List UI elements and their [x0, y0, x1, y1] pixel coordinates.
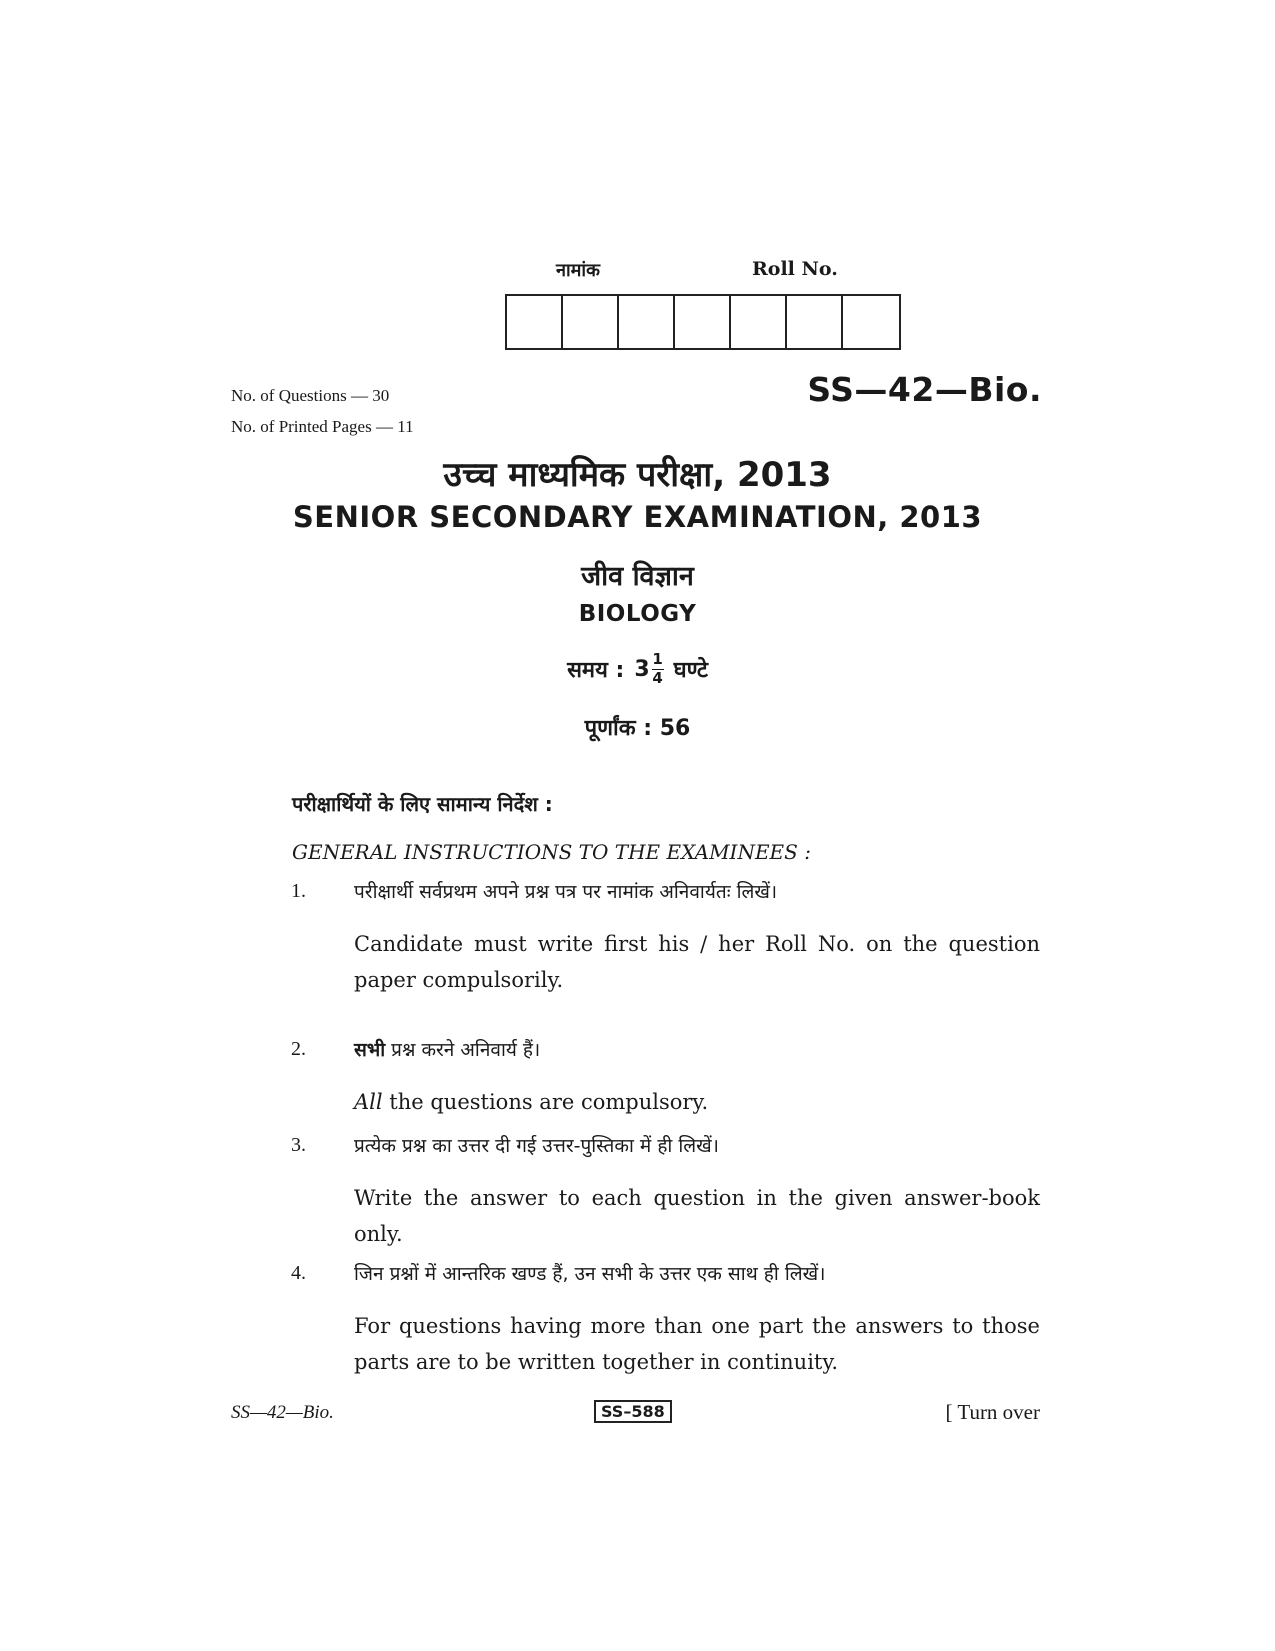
instruction-number: 4. — [291, 1262, 306, 1284]
time-allowed — [0, 652, 1275, 687]
paper-code: SS—42—Bio. — [807, 370, 1042, 409]
time-label: समय : — [567, 658, 625, 684]
subject-hindi: जीव विज्ञान — [581, 561, 694, 592]
instruction-hindi: जिन प्रश्नों में आन्तरिक खण्ड हैं, उन सभी के उत्तर एक साथ ही लिखें। — [354, 1263, 826, 1285]
number-of-pages: No. of Printed Pages — 11 — [231, 417, 414, 436]
roll-label-english: Roll No. — [752, 258, 838, 280]
number-of-questions: No. of Questions — 30 — [231, 386, 390, 405]
footer-series-code: SS–588 — [594, 1400, 672, 1423]
instructions-heading-hindi: परीक्षार्थियों के लिए सामान्य निर्देश : — [292, 792, 553, 816]
roll-digit-box[interactable] — [843, 296, 899, 348]
turn-over-note: [ Turn over — [945, 1400, 1040, 1424]
roll-digit-box[interactable] — [619, 296, 675, 348]
instruction-number: 1. — [291, 880, 306, 902]
exam-title-hindi: उच्च माध्यमिक परीक्षा, 2013 — [443, 455, 832, 495]
time-fraction — [652, 652, 664, 687]
time-numerator: 1 — [652, 650, 663, 668]
instruction-hindi-rest: प्रश्न करने अनिवार्य हैं। — [385, 1039, 541, 1061]
max-marks: पूर्णांक : 56 — [584, 716, 691, 741]
instruction-english: Candidate must write first his / her Roll No. on the question paper compulsorily. — [354, 932, 1040, 992]
footer-paper-code: SS—42—Bio. — [231, 1402, 334, 1423]
time-denominator: 4 — [652, 668, 663, 687]
roll-digit-box[interactable] — [731, 296, 787, 348]
instruction-english-emphasis: All — [354, 1090, 383, 1114]
time-value — [634, 652, 663, 687]
instruction-hindi: परीक्षार्थी सर्वप्रथम अपने प्रश्न पत्र पर नामांक अनिवार्यतः लिखें। — [354, 881, 778, 903]
exam-title-english: SENIOR SECONDARY EXAMINATION, 2013 — [292, 500, 983, 534]
instruction-english: Write the answer to each question in the given answer-book only. — [354, 1186, 1040, 1246]
instruction-english-rest: the questions are compulsory. — [382, 1090, 709, 1114]
roll-number-boxes — [505, 294, 901, 350]
roll-label-hindi: नामांक — [556, 260, 600, 281]
roll-digit-box[interactable] — [787, 296, 843, 348]
instruction-hindi-emphasis: सभी — [354, 1039, 386, 1061]
time-unit: घण्टे — [673, 658, 708, 684]
subject-english: BIOLOGY — [578, 601, 697, 627]
instruction-hindi: प्रत्येक प्रश्न का उत्तर दी गई उत्तर-पुस्तिका में ही लिखें। — [354, 1135, 719, 1157]
roll-digit-box[interactable] — [563, 296, 619, 348]
time-whole: 3 — [634, 656, 650, 682]
instruction-english — [354, 1084, 1040, 1120]
instruction-hindi — [354, 1036, 540, 1062]
roll-digit-box[interactable] — [507, 296, 563, 348]
instruction-number: 3. — [291, 1134, 306, 1156]
instructions-heading-english: GENERAL INSTRUCTIONS TO THE EXAMINEES : — [292, 840, 811, 864]
instruction-number: 2. — [291, 1038, 306, 1060]
instruction-english: For questions having more than one part the answers to those parts are to be written together in continuity. — [354, 1314, 1040, 1374]
roll-digit-box[interactable] — [675, 296, 731, 348]
